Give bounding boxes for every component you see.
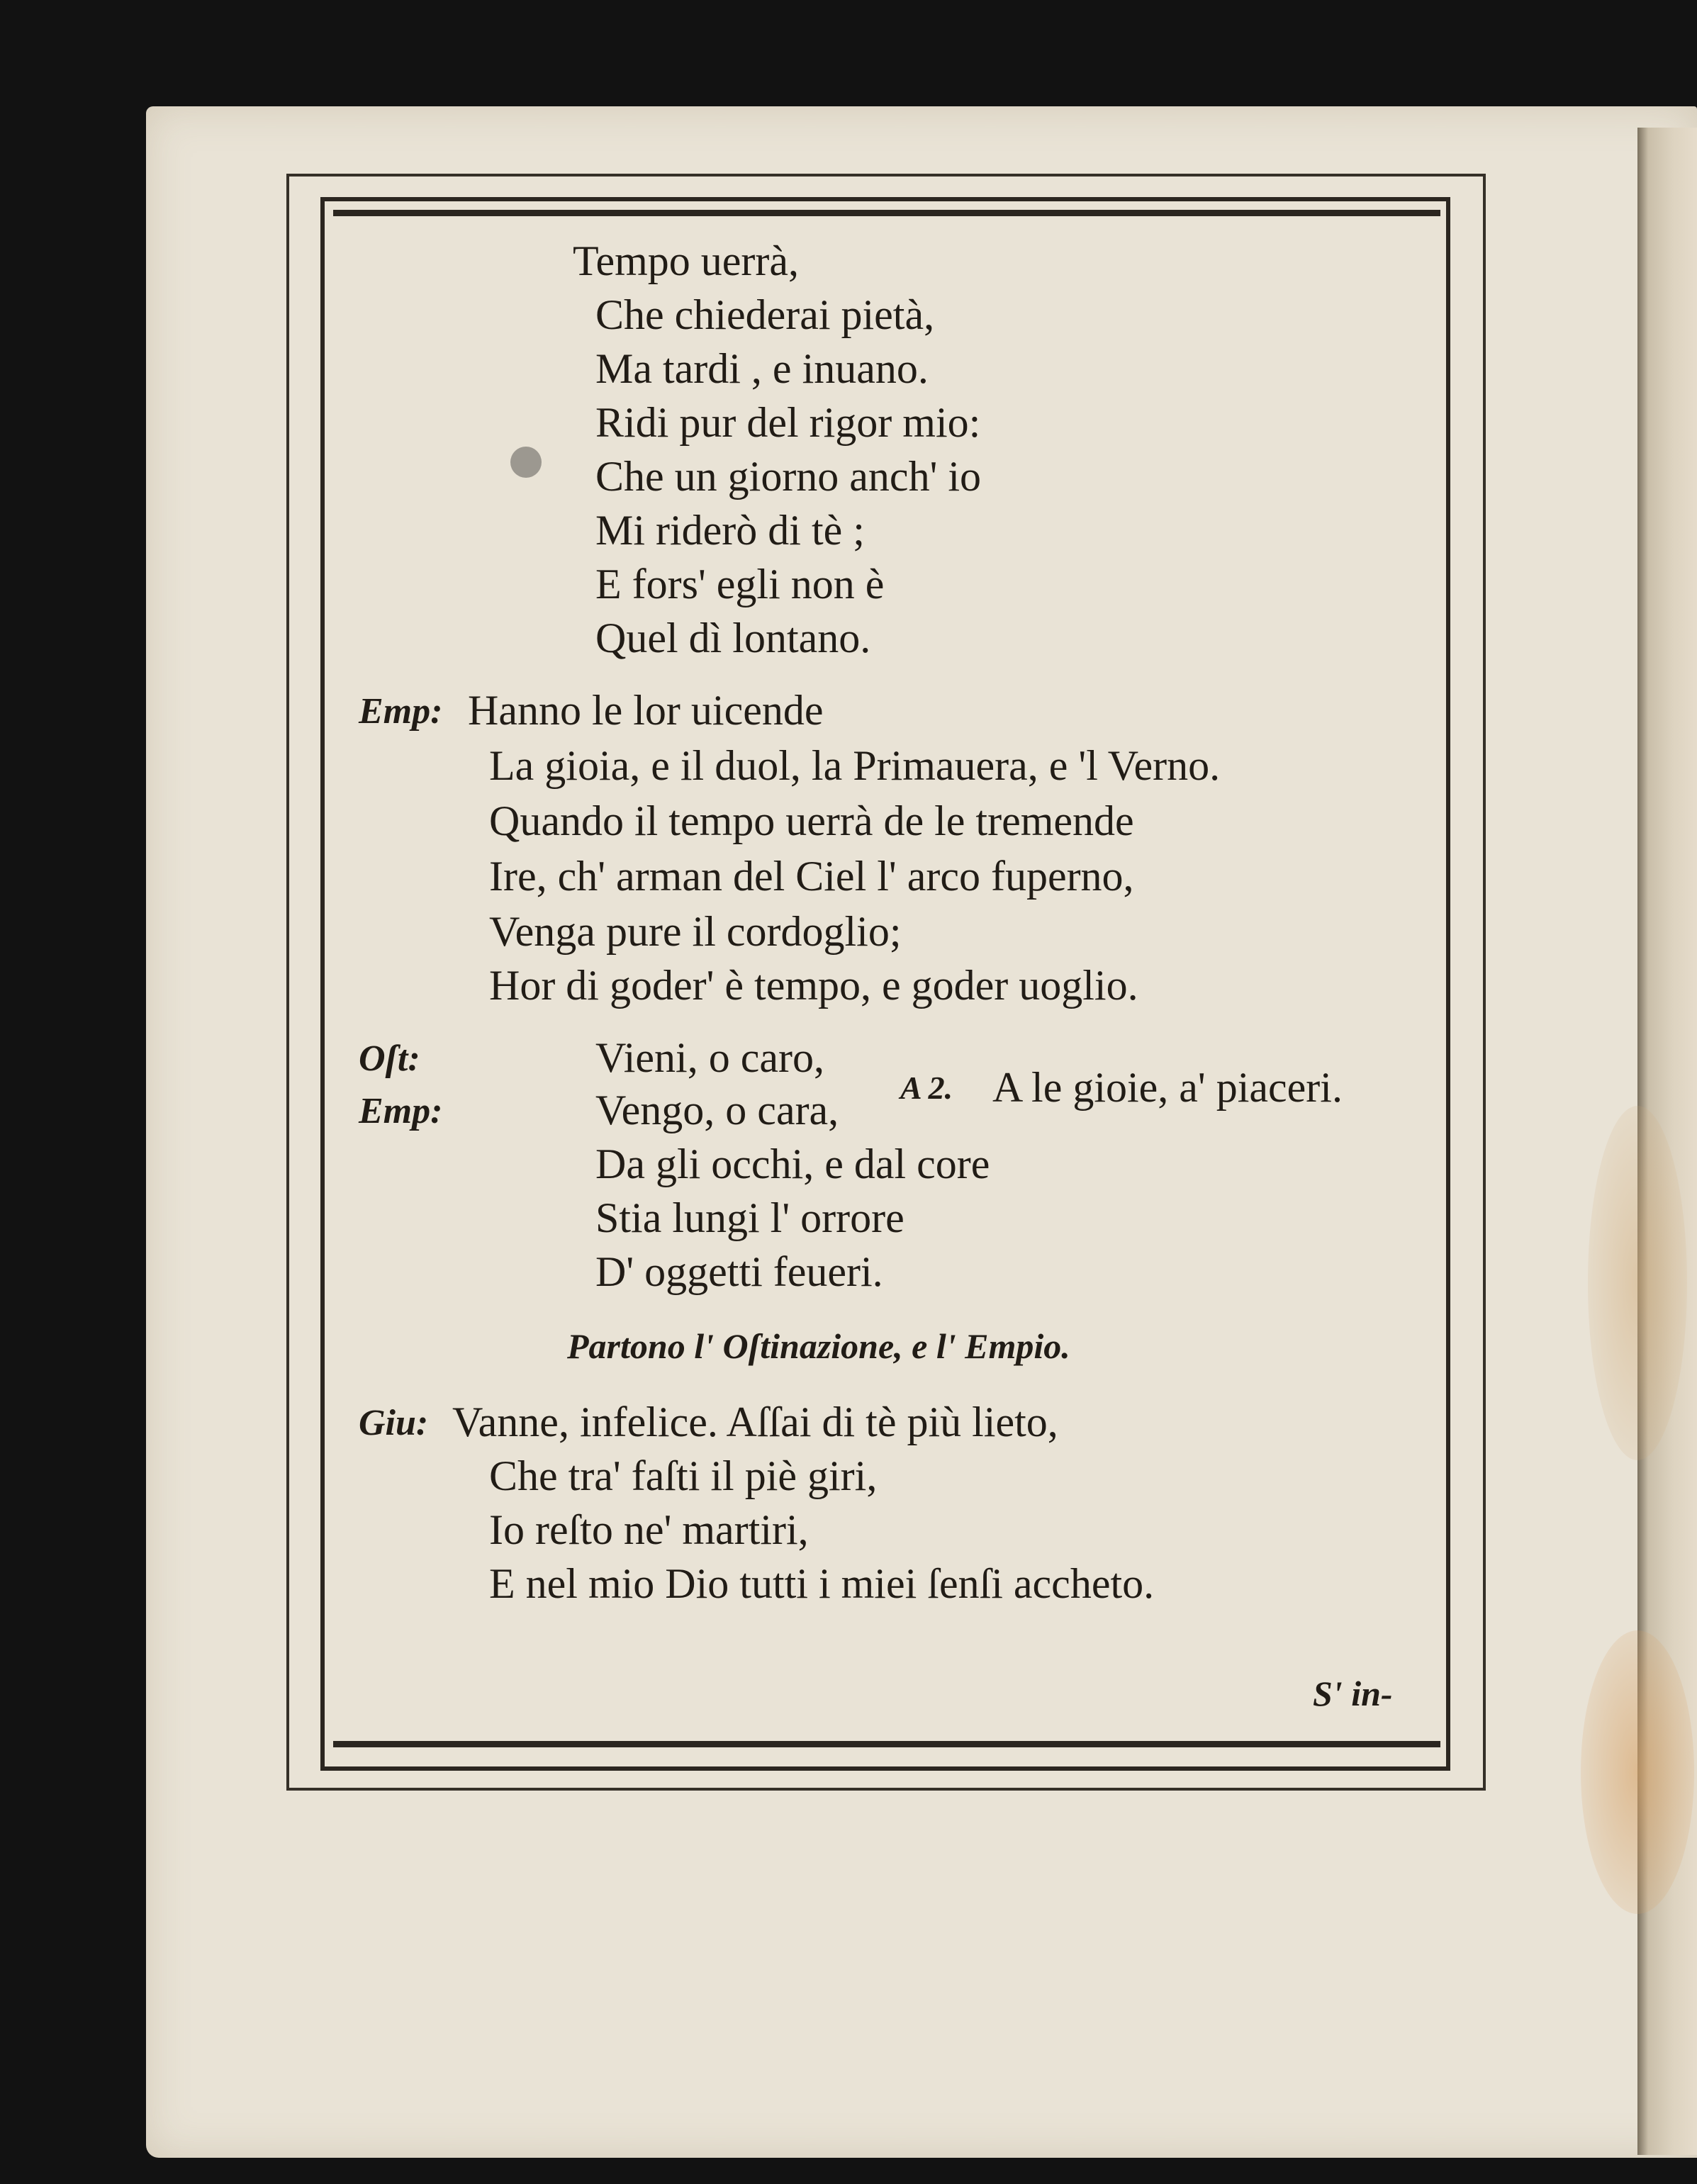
duet-line: Vieni, o caro, <box>595 1034 824 1081</box>
speaker-label: Emp: <box>359 1091 443 1131</box>
verse-line: Hor di goder' è tempo, e goder uoglio. <box>489 962 1138 1009</box>
aria-line: Mi riderò di tè ; <box>595 507 865 554</box>
verse-line: La gioia, e il duol, la Primauera, e 'l Verno. <box>489 742 1221 789</box>
duet-line: Stia lungi l' orrore <box>595 1194 904 1241</box>
top-rule <box>333 210 1440 216</box>
aria-line: Che chiederai pietà, <box>595 291 935 338</box>
aria-line: Quel dì lontano. <box>595 615 871 661</box>
aria-line: Ridi pur del rigor mio: <box>595 399 981 446</box>
verse-line: Io reſto ne' martiri, <box>489 1506 809 1553</box>
aria-line: Che un giorno anch' io <box>595 453 982 500</box>
a2-marker: A 2. <box>900 1070 953 1106</box>
a2-text: A le gioie, a' piaceri. <box>992 1064 1343 1111</box>
aria-line: Ma tardi , e inuano. <box>595 345 929 392</box>
verse-line: Quando il tempo uerrà de le tremende <box>489 797 1134 844</box>
duet-line: Vengo, o cara, <box>595 1087 839 1133</box>
verse-line: Che tra' faſti il piè giri, <box>489 1452 878 1499</box>
speaker-label: Emp: <box>359 691 443 732</box>
bottom-rule <box>333 1741 1440 1747</box>
aria-line: Tempo uerrà, <box>573 237 799 284</box>
stage-direction: Partono l' Oſtinazione, e l' Empio. <box>567 1326 1070 1366</box>
stain <box>1581 1630 1694 1914</box>
aria-line: E fors' egli non è <box>595 561 885 607</box>
verse-line: E nel mio Dio tutti i miei ſenſi accheto. <box>489 1560 1155 1607</box>
speaker-label: Oſt: <box>359 1038 420 1079</box>
verse-line: Hanno le lor uicende <box>468 687 824 734</box>
duet-line: D' oggetti feueri. <box>595 1248 883 1295</box>
verse-line: Venga pure il cordoglio; <box>489 908 902 955</box>
duet-line: Da gli occhi, e dal core <box>595 1141 990 1187</box>
speaker-label: Giu: <box>359 1403 429 1443</box>
catchword: S' in- <box>1313 1674 1393 1713</box>
stain <box>1588 1106 1687 1460</box>
verse-line: Ire, ch' arman del Ciel l' arco fuperno, <box>489 853 1134 900</box>
verse-line: Vanne, infelice. Aſſai di tè più lieto, <box>452 1399 1058 1445</box>
